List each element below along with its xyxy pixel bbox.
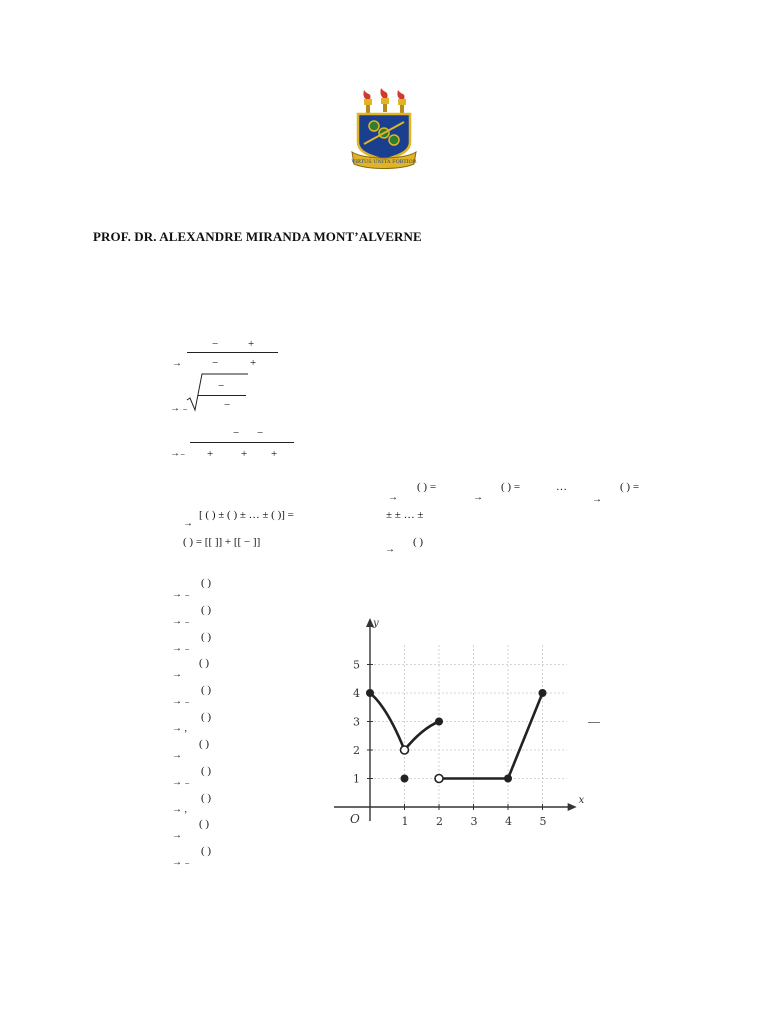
graph-segment [508,693,543,779]
list-item: ( ) [201,604,212,616]
arrow-glyph: → , [172,804,187,815]
author-name: PROF. DR. ALEXANDRE MIRANDA MONT’ALVERNE [93,229,422,244]
formula-1-den-b: + [250,357,257,369]
expr-floor: ( ) = [[ ]] + [[ − ]] [183,536,261,548]
expr-sum-left: [ ( ) ± ( ) ± … ± ( )] = [199,509,294,521]
x-tick-label: 1 [401,815,409,828]
arrow-glyph: → ₋ [172,643,190,654]
y-tick-label: 3 [353,715,360,729]
expr-b: ( ) = [501,481,521,493]
list-item: ( ) [201,684,212,696]
series-layer [370,693,543,779]
list-item: ( ) [199,818,210,830]
arrow-glyph: → ₋ [170,403,188,414]
university-crest [350,86,418,172]
arrow-glyph: → [473,492,483,503]
y-tick-label: 2 [353,744,360,757]
grid-layer [370,645,567,807]
list-item: ( ) [199,738,210,750]
arrow-glyph: → ₋ [172,589,190,600]
list-item: ( ) [201,792,212,804]
x-tick-label: 5 [539,815,547,828]
side-mark: — [588,714,600,728]
closed-point [504,775,512,783]
arrow-glyph: → [385,544,395,555]
arrow-glyph: → [172,358,182,369]
arrow-glyph: → ₋ [172,857,190,868]
arrow-glyph: → ₋ [172,777,190,788]
arrow-glyph: → [592,494,602,505]
list-item: ( ) [201,845,212,857]
graph-segment [405,722,440,751]
open-point [401,746,409,754]
arrow-glyph: → [172,669,182,680]
x-tick-label: 2 [436,815,443,828]
closed-point [366,689,374,697]
origin-label: O [350,812,360,826]
function-graph-svg [330,612,610,830]
y-tick-label: 1 [353,772,360,786]
ticks-layer [353,659,547,829]
formula-2-num: − [218,380,225,392]
x-axis-label: x [578,795,585,806]
arrow-glyph: → ₋ [172,696,190,707]
list-item: ( ) [199,657,210,669]
arrow-glyph: → ₋ [172,616,190,627]
list-item: ( ) [201,577,212,589]
arrow-glyph: → [388,492,398,503]
points-layer [366,689,547,783]
list-item: ( ) [201,711,212,723]
expr-a: ( ) = [417,481,437,493]
fraction-bar [190,442,294,443]
formula-3-den-b: + [241,448,248,460]
fraction-bar [198,395,246,396]
arrow-glyph: →₋ [170,448,186,459]
formula-3-num-b: − [257,427,264,439]
expr-ellipsis: … [556,481,567,493]
formula-3-den-c: + [271,448,278,460]
radical-sign [186,372,250,412]
university-crest-icon [350,86,418,172]
arrow-glyph: → [172,830,182,841]
formula-3-num-a: − [233,427,240,439]
crest-motto: VIRTUS UNITA FORTIOR [351,159,417,165]
closed-point [401,775,409,783]
x-tick-label: 3 [470,815,478,828]
function-graph [330,612,610,830]
arrow-glyph: → , [172,723,187,734]
expr-c: ( ) = [620,481,640,493]
arrow-glyph: → [183,518,193,529]
closed-point [539,689,547,697]
expr-limit: ( ) [413,536,424,548]
x-axis-arrowhead [568,803,577,811]
formula-3-den-a: + [207,448,214,460]
formula-1-num-b: + [248,338,255,350]
arrow-glyph: → [172,750,182,761]
list-item: ( ) [201,631,212,643]
formula-2-den: − [224,399,231,411]
formula-1-num-a: − [212,338,219,350]
closed-point [435,718,443,726]
expr-sum-right: ± ± … ± [386,509,424,521]
fraction-bar [187,352,278,353]
y-tick-label: 5 [353,658,360,672]
y-axis-label: y [373,618,379,629]
formula-1-den-a: − [212,357,219,369]
x-tick-label: 4 [505,815,512,828]
y-tick-label: 4 [353,687,360,700]
list-item: ( ) [201,765,212,777]
open-point [435,775,443,783]
